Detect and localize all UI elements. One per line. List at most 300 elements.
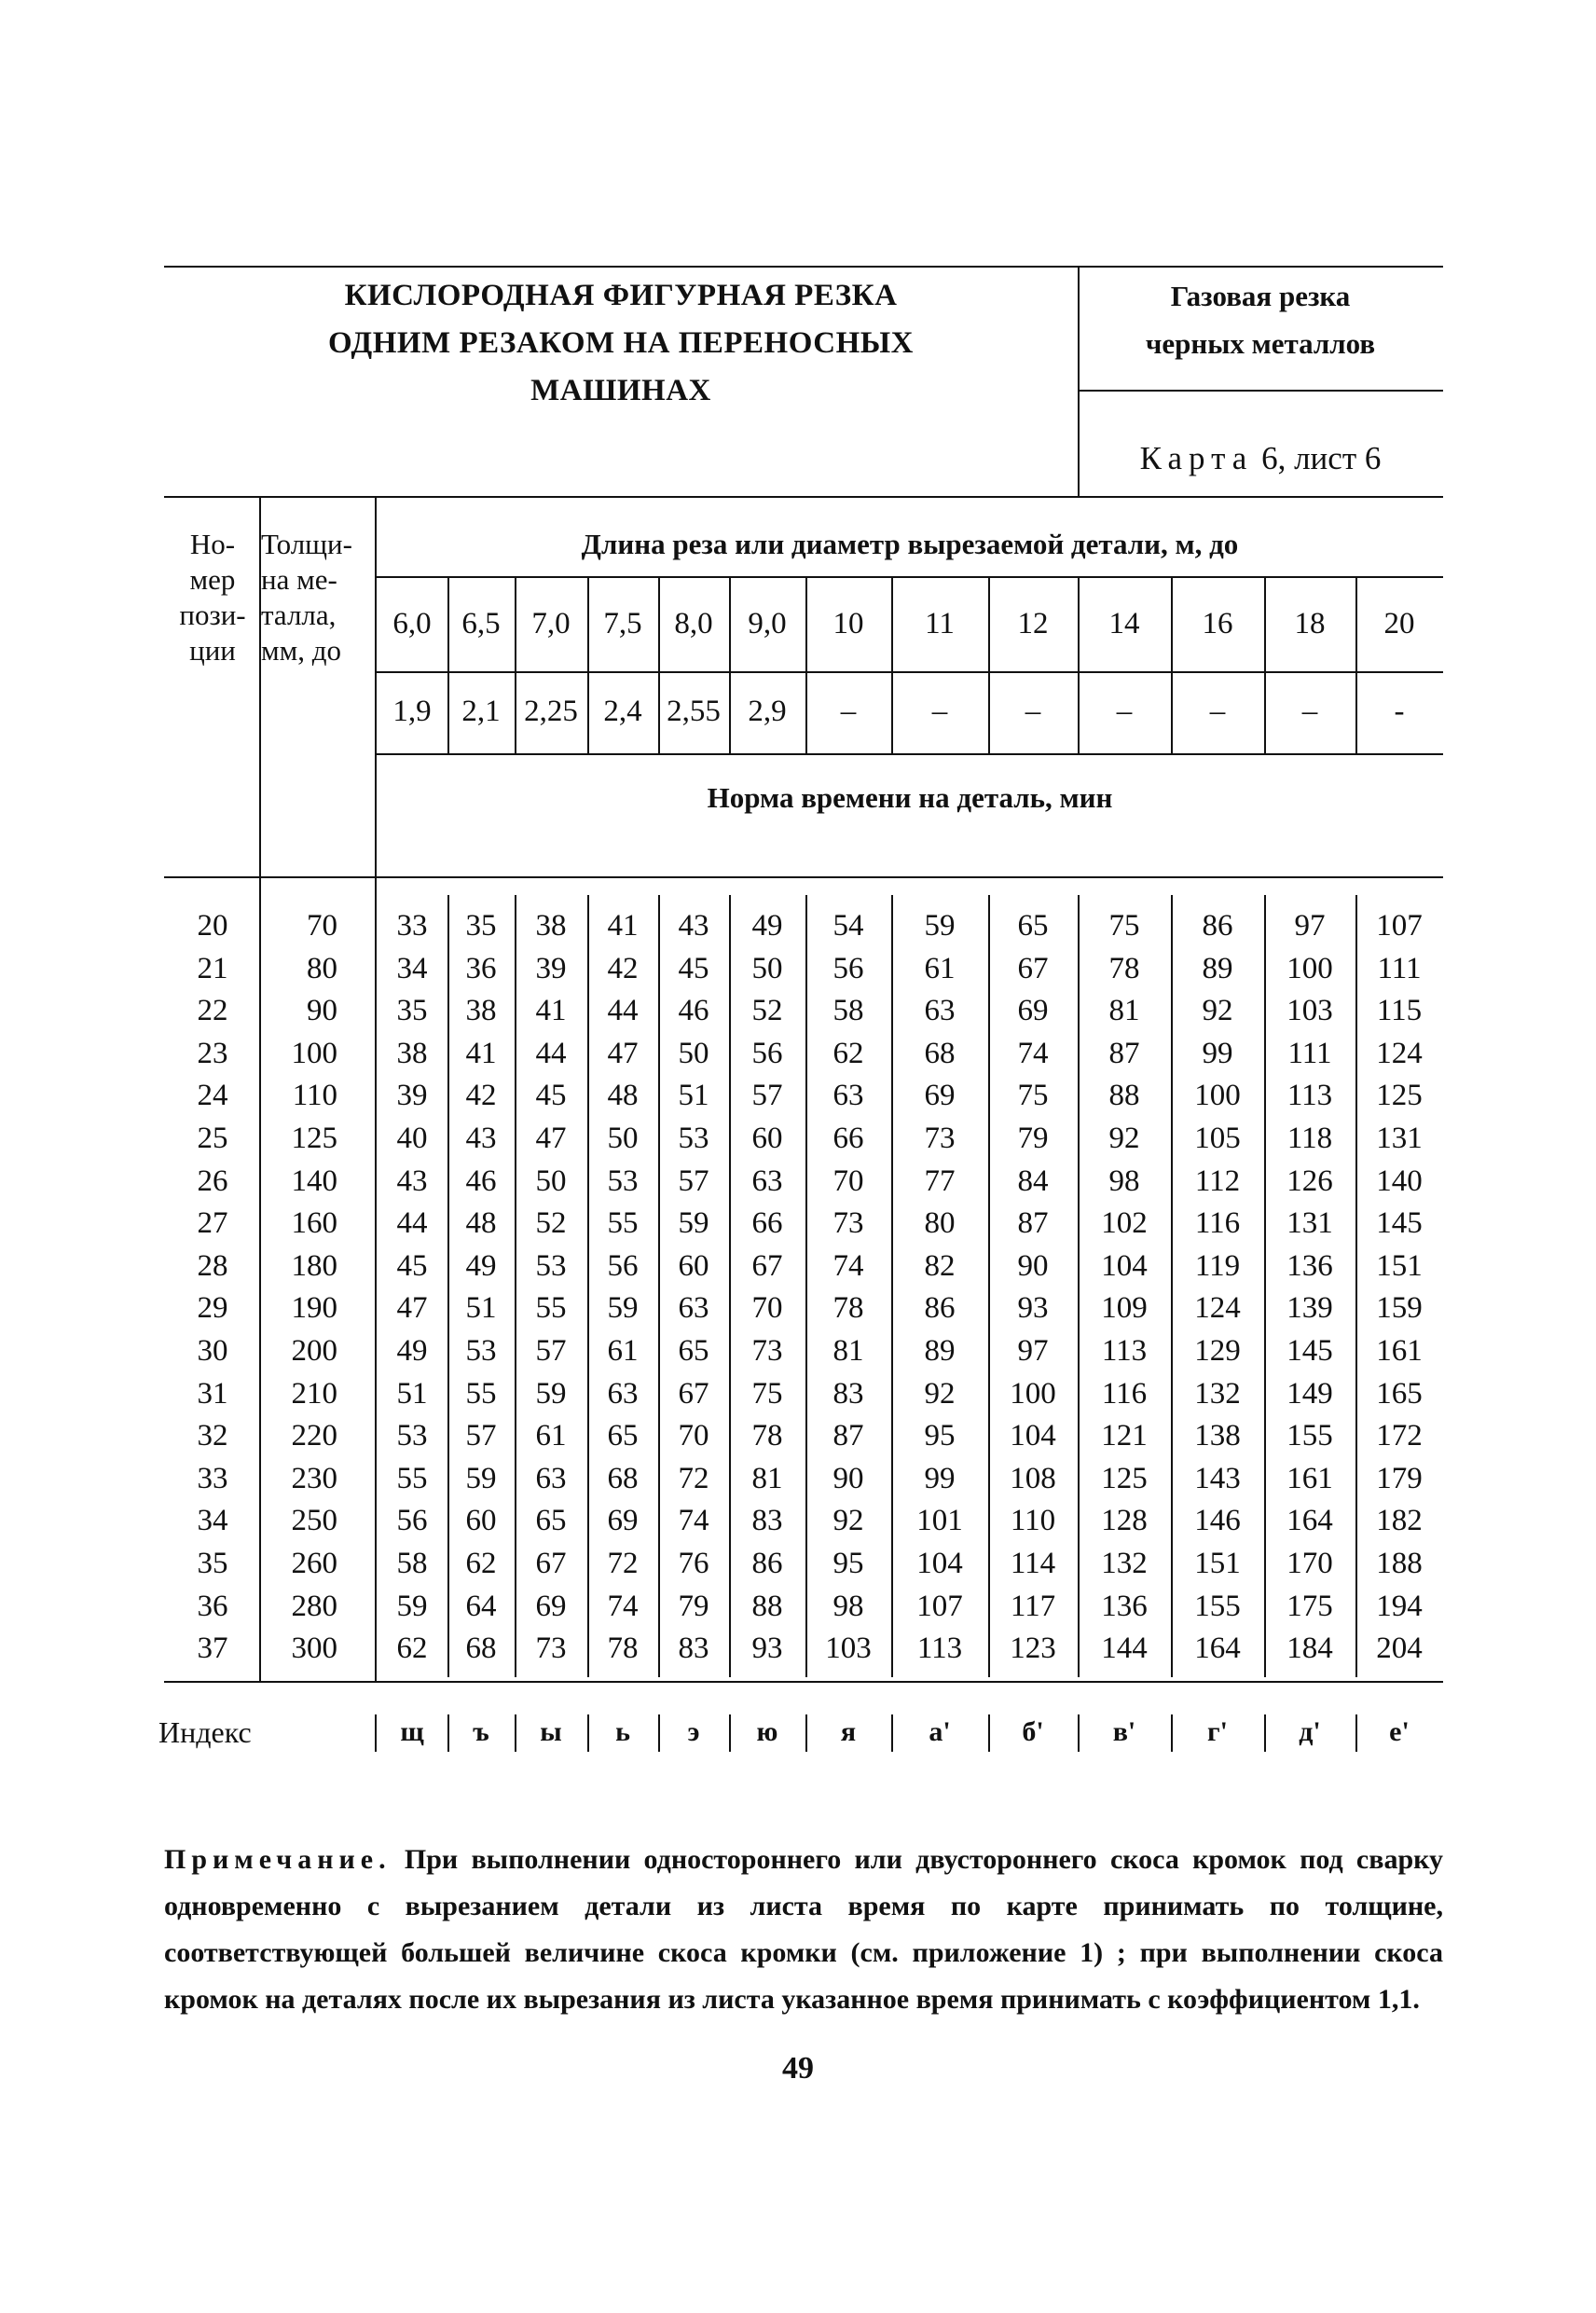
footnote (164, 1837, 1443, 2023)
norm-value: 38 (465, 994, 497, 1028)
norm-value: 107 (916, 1589, 963, 1623)
norm-value: 97 (1294, 909, 1326, 943)
position-number: 29 (197, 1291, 228, 1326)
norm-value: 70 (678, 1419, 709, 1453)
norm-value: 145 (1286, 1334, 1333, 1368)
diameter-value: – (931, 695, 948, 728)
norm-value: 90 (832, 1461, 864, 1495)
position-number: 33 (197, 1461, 228, 1495)
norm-value: 170 (1286, 1547, 1333, 1580)
norm-value: 104 (916, 1547, 963, 1580)
norm-value: 100 (1010, 1376, 1056, 1411)
norm-value: 69 (1017, 994, 1049, 1028)
norm-value: 136 (1101, 1589, 1148, 1623)
norm-value: 70 (751, 1291, 783, 1326)
norm-value: 78 (832, 1291, 864, 1326)
norm-value: 86 (924, 1291, 956, 1326)
norm-value: 68 (465, 1631, 497, 1666)
norm-value: 78 (751, 1419, 783, 1453)
norm-value: 42 (607, 951, 639, 985)
norm-value: 113 (1286, 1079, 1333, 1113)
norm-value: 86 (1202, 909, 1233, 943)
thickness-header-line: талла, (261, 599, 337, 631)
norm-value: 93 (1017, 1291, 1049, 1326)
norm-value: 74 (832, 1248, 864, 1283)
norm-value: 46 (465, 1163, 497, 1198)
length-value: 8,0 (674, 607, 713, 640)
norm-value: 74 (607, 1589, 639, 1623)
norm-value: 84 (1017, 1163, 1049, 1198)
norm-value: 87 (1017, 1206, 1049, 1241)
body-bottom-rule (164, 1681, 1443, 1683)
norm-value: 117 (1010, 1589, 1056, 1623)
norm-value: 72 (607, 1547, 639, 1580)
norm-value: 50 (607, 1122, 639, 1155)
norm-value: 42 (465, 1079, 497, 1113)
header-side-rule (1078, 390, 1443, 392)
index-value: г' (1207, 1715, 1228, 1747)
norm-value: 159 (1376, 1291, 1423, 1326)
norm-value: 188 (1376, 1547, 1423, 1580)
norm-value: 63 (832, 1079, 864, 1113)
norm-value: 43 (396, 1163, 428, 1198)
card-sheet: 6, лист 6 (1261, 440, 1382, 476)
norm-value: 139 (1286, 1291, 1333, 1326)
norm-value: 78 (1108, 951, 1140, 985)
norm-value: 116 (1101, 1376, 1148, 1411)
norm-value: 55 (535, 1291, 567, 1326)
norm-value: 128 (1101, 1504, 1148, 1538)
norm-value: 39 (396, 1079, 428, 1113)
norm-value: 60 (465, 1504, 497, 1538)
norm-value: 69 (607, 1504, 639, 1538)
card-reference (1081, 438, 1439, 479)
norm-value: 51 (678, 1079, 709, 1113)
norm-value: 111 (1377, 951, 1422, 985)
norm-value: 44 (396, 1206, 428, 1241)
norm-value: 87 (1108, 1036, 1140, 1070)
norm-value: 145 (1376, 1206, 1423, 1241)
index-value: ь (615, 1715, 630, 1747)
norm-value: 99 (924, 1461, 956, 1495)
norm-value: 81 (751, 1461, 783, 1495)
diameter-value: 2,1 (461, 695, 501, 728)
section-line-2: черных металлов (1145, 327, 1376, 360)
norm-value: 48 (607, 1079, 639, 1113)
norm-value: 36 (465, 951, 497, 985)
norm-value: 50 (535, 1163, 567, 1198)
norm-value: 55 (465, 1376, 497, 1411)
norm-value: 33 (396, 909, 428, 943)
norm-value: 123 (1010, 1631, 1056, 1666)
norm-value: 67 (535, 1547, 567, 1580)
norm-value: 124 (1194, 1291, 1241, 1326)
norm-value: 204 (1376, 1631, 1423, 1666)
norm-value: 69 (535, 1589, 567, 1623)
position-number: 36 (197, 1589, 228, 1623)
norm-value: 109 (1101, 1291, 1148, 1326)
norm-value: 53 (607, 1163, 639, 1198)
norm-value: 126 (1286, 1163, 1333, 1198)
norm-value: 51 (396, 1376, 428, 1411)
norm-value: 67 (751, 1248, 783, 1283)
position-number: 22 (197, 994, 228, 1028)
diameter-value: – (1116, 695, 1133, 728)
norm-value: 68 (607, 1461, 639, 1495)
norm-value: 114 (1010, 1547, 1056, 1580)
norm-value: 66 (751, 1206, 783, 1241)
section-title (1081, 272, 1439, 367)
norm-value: 99 (1202, 1036, 1233, 1070)
norm-value: 34 (396, 951, 428, 985)
norm-value: 131 (1286, 1206, 1333, 1241)
norm-value: 47 (607, 1036, 639, 1070)
position-number: 27 (197, 1206, 228, 1241)
norm-value: 104 (1101, 1248, 1148, 1283)
norm-value: 105 (1194, 1122, 1241, 1155)
index-value: я (840, 1715, 857, 1747)
norm-value: 62 (465, 1547, 497, 1580)
norm-value: 48 (465, 1206, 497, 1241)
norm-value: 164 (1194, 1631, 1241, 1666)
position-number: 34 (197, 1504, 228, 1538)
length-value: 7,5 (603, 607, 642, 640)
position-number: 25 (197, 1122, 228, 1155)
norm-value: 45 (535, 1079, 567, 1113)
note-text: При выполнении одностороннего или двустороннего скоса кромок под сварку одновременно с вырезанием детали из листа время по карте принимать по толщине, соответствующей большей величине скоса кромки (см. приложение 1) ; при выполнении скоса кромок на деталях после их вырезания из листа указанное время принимать с коэффициентом 1,1. (164, 1844, 1443, 2015)
thickness-value: 230 (291, 1461, 337, 1495)
norm-value: 69 (924, 1079, 956, 1113)
norm-value: 92 (1202, 994, 1233, 1028)
norm-value: 50 (678, 1036, 709, 1070)
norm-value: 132 (1194, 1376, 1241, 1411)
norm-value: 98 (832, 1589, 864, 1623)
title-line-2: ОДНИМ РЕЗАКОМ НА ПЕРЕНОСНЫХ (327, 326, 915, 360)
norm-value: 140 (1376, 1163, 1423, 1198)
norm-value: 35 (465, 909, 497, 943)
norm-value: 92 (924, 1376, 956, 1411)
norm-value: 81 (1108, 994, 1140, 1028)
norm-value: 63 (535, 1461, 567, 1495)
norm-value: 41 (535, 994, 567, 1028)
norm-value: 104 (1010, 1419, 1056, 1453)
norm-value: 35 (396, 994, 428, 1028)
position-number: 37 (197, 1631, 228, 1666)
norm-value: 75 (1108, 909, 1140, 943)
thickness-value: 200 (291, 1334, 337, 1368)
length-value: 16 (1202, 607, 1233, 640)
norm-value: 67 (678, 1376, 709, 1411)
norm-value: 108 (1010, 1461, 1056, 1495)
norm-value: 88 (1108, 1079, 1140, 1113)
norm-value: 44 (607, 994, 639, 1028)
norm-value: 41 (607, 909, 639, 943)
norm-value: 55 (607, 1206, 639, 1241)
length-value: 20 (1383, 607, 1415, 640)
norm-value: 47 (535, 1122, 567, 1155)
position-header-line: ции (189, 634, 236, 667)
norm-value: 88 (751, 1589, 783, 1623)
norm-value: 66 (832, 1122, 864, 1155)
position-number: 26 (197, 1163, 228, 1198)
norm-value: 56 (751, 1036, 783, 1070)
thickness-header-line: мм, до (261, 634, 342, 667)
norm-value: 41 (465, 1036, 497, 1070)
thickness-value: 70 (307, 909, 337, 943)
norm-value: 86 (751, 1547, 783, 1580)
norm-value: 38 (535, 909, 567, 943)
thickness-value: 140 (291, 1163, 337, 1198)
norm-value: 143 (1194, 1461, 1241, 1495)
norm-value: 78 (607, 1631, 639, 1666)
diameter-value: 1,9 (392, 695, 432, 728)
norm-value: 101 (916, 1504, 963, 1538)
position-number: 35 (197, 1547, 228, 1580)
norm-value: 60 (751, 1122, 783, 1155)
norm-value: 83 (832, 1376, 864, 1411)
norm-value: 175 (1286, 1589, 1333, 1623)
position-number: 28 (197, 1248, 228, 1283)
thickness-value: 190 (291, 1291, 337, 1326)
thickness-value: 280 (291, 1589, 337, 1623)
thickness-value: 180 (291, 1248, 337, 1283)
norm-value: 146 (1194, 1504, 1241, 1538)
norm-value: 179 (1376, 1461, 1423, 1495)
diameter-value: – (1025, 695, 1041, 728)
norm-value: 62 (396, 1631, 428, 1666)
norm-value: 124 (1376, 1036, 1423, 1070)
thickness-header-line: на ме- (261, 563, 337, 596)
position-number: 23 (197, 1036, 228, 1070)
norm-value: 144 (1101, 1631, 1148, 1666)
position-header-line: мер (189, 563, 236, 596)
norm-value: 58 (832, 994, 864, 1028)
thickness-value: 110 (292, 1079, 337, 1113)
norm-value: 89 (924, 1334, 956, 1368)
norm-value: 67 (1017, 951, 1049, 985)
title-line-1: КИСЛОРОДНАЯ ФИГУРНАЯ РЕЗКА (344, 279, 898, 312)
norm-value: 149 (1286, 1376, 1333, 1411)
diameter-value: – (1301, 695, 1318, 728)
norm-value: 46 (678, 994, 709, 1028)
norm-value: 116 (1194, 1206, 1241, 1241)
diameter-value: – (840, 695, 857, 728)
length-value: 11 (925, 607, 955, 640)
norm-value: 62 (832, 1036, 864, 1070)
norm-value: 65 (535, 1504, 567, 1538)
norm-value: 45 (678, 951, 709, 985)
norm-value: 73 (535, 1631, 567, 1666)
norm-value: 55 (396, 1461, 428, 1495)
thickness-value: 90 (307, 994, 337, 1028)
norm-value: 151 (1376, 1248, 1423, 1283)
length-row-rule (377, 576, 1443, 578)
thickness-column-header (261, 527, 375, 668)
index-value: в' (1112, 1715, 1136, 1747)
norm-value: 61 (607, 1334, 639, 1368)
norm-value: 43 (465, 1122, 497, 1155)
norm-value: 49 (751, 909, 783, 943)
norm-value: 53 (535, 1248, 567, 1283)
norm-value: 53 (678, 1122, 709, 1155)
norm-value: 112 (1194, 1163, 1241, 1198)
length-value: 12 (1017, 607, 1049, 640)
norm-value: 90 (1017, 1248, 1049, 1283)
norm-value: 56 (607, 1248, 639, 1283)
norm-value: 76 (678, 1547, 709, 1580)
index-label: Индекс (158, 1714, 252, 1749)
norm-value: 172 (1376, 1419, 1423, 1453)
norm-value: 53 (396, 1419, 428, 1453)
index-value: ы (540, 1715, 562, 1747)
norm-value: 43 (678, 909, 709, 943)
norm-value: 107 (1376, 909, 1423, 943)
norm-value: 151 (1194, 1547, 1241, 1580)
diameter-value: 2,55 (667, 695, 721, 728)
position-column-header (166, 527, 259, 668)
norm-value: 98 (1108, 1163, 1140, 1198)
norm-value: 63 (924, 994, 956, 1028)
norm-value: 110 (1010, 1504, 1056, 1538)
norm-value: 59 (607, 1291, 639, 1326)
norm-value: 82 (924, 1248, 956, 1283)
length-value: 14 (1108, 607, 1140, 640)
norm-value: 57 (678, 1163, 709, 1198)
thickness-header-line: Толщи- (261, 528, 352, 560)
norm-value: 184 (1286, 1631, 1333, 1666)
norm-value: 80 (924, 1206, 956, 1241)
norm-value: 58 (396, 1547, 428, 1580)
norm-value: 75 (751, 1376, 783, 1411)
norm-value: 103 (825, 1631, 872, 1666)
norm-value: 79 (678, 1589, 709, 1623)
norm-value: 44 (535, 1036, 567, 1070)
header-divider (1078, 266, 1080, 496)
position-number: 21 (197, 951, 228, 985)
diameter-value: 2,25 (524, 695, 578, 728)
norm-value: 59 (924, 909, 956, 943)
norm-value: 102 (1101, 1206, 1148, 1241)
position-header-line: пози- (179, 599, 246, 631)
index-value: ъ (473, 1715, 489, 1747)
title-line-3: МАШИНАХ (530, 374, 711, 407)
norm-value: 56 (832, 951, 864, 985)
norm-value: 89 (1202, 951, 1233, 985)
thickness-value: 300 (291, 1631, 337, 1666)
thickness-value: 220 (291, 1419, 337, 1453)
position-number: 24 (197, 1079, 228, 1113)
norm-value: 45 (396, 1248, 428, 1283)
length-group-header: Длина реза или диаметр вырезаемой детали, м, до (581, 528, 1239, 560)
norm-value: 57 (535, 1334, 567, 1368)
norm-value: 65 (678, 1334, 709, 1368)
position-number: 30 (197, 1334, 228, 1368)
diameter-value: 2,9 (748, 695, 787, 728)
norm-value: 92 (832, 1504, 864, 1538)
norm-value: 53 (465, 1334, 497, 1368)
index-value: а' (929, 1715, 951, 1747)
norm-value: 129 (1194, 1334, 1241, 1368)
norm-value: 79 (1017, 1122, 1049, 1155)
index-value: б' (1022, 1715, 1044, 1747)
norm-value: 95 (924, 1419, 956, 1453)
thickness-value: 100 (291, 1036, 337, 1070)
index-value: е' (1389, 1715, 1410, 1747)
norm-value: 100 (1194, 1079, 1241, 1113)
position-number: 20 (197, 909, 228, 943)
header-section-rule (377, 753, 1443, 755)
norm-value: 73 (924, 1122, 956, 1155)
norm-value: 57 (465, 1419, 497, 1453)
header-top-rule (164, 266, 1443, 268)
norm-value: 118 (1286, 1122, 1333, 1155)
norm-value: 125 (1376, 1079, 1423, 1113)
norm-header: Норма времени на деталь, мин (707, 781, 1113, 814)
position-header-line: Но- (189, 528, 236, 560)
norm-value: 61 (924, 951, 956, 985)
norm-value: 136 (1286, 1248, 1333, 1283)
header-bottom-rule (164, 496, 1443, 498)
norm-value: 155 (1286, 1419, 1333, 1453)
norm-value: 194 (1376, 1589, 1423, 1623)
norm-value: 113 (1101, 1334, 1148, 1368)
norm-value: 125 (1101, 1461, 1148, 1495)
norm-value: 49 (396, 1334, 428, 1368)
norm-value: 59 (396, 1589, 428, 1623)
norm-value: 63 (607, 1376, 639, 1411)
thickness-value: 80 (307, 951, 337, 985)
norm-value: 64 (465, 1589, 497, 1623)
norm-value: 72 (678, 1461, 709, 1495)
norm-value: 111 (1287, 1036, 1332, 1070)
norm-value: 92 (1108, 1122, 1140, 1155)
norm-value: 113 (916, 1631, 963, 1666)
diameter-value: – (1209, 695, 1226, 728)
norm-value: 119 (1194, 1248, 1241, 1283)
norm-value: 59 (465, 1461, 497, 1495)
norm-value: 121 (1101, 1419, 1148, 1453)
norm-value: 38 (396, 1036, 428, 1070)
diameter-value: - (1394, 695, 1405, 728)
norm-value: 57 (751, 1079, 783, 1113)
index-value: ю (756, 1715, 778, 1747)
norm-value: 155 (1194, 1589, 1241, 1623)
index-value: э (687, 1715, 700, 1747)
norm-value: 73 (751, 1334, 783, 1368)
norm-value: 74 (678, 1504, 709, 1538)
norm-value: 52 (751, 994, 783, 1028)
thickness-value: 210 (291, 1376, 337, 1411)
body-top-rule (164, 876, 1443, 878)
length-value: 6,5 (461, 607, 501, 640)
page-number: 49 (782, 2051, 814, 2086)
thickness-value: 260 (291, 1547, 337, 1580)
norm-value: 161 (1286, 1461, 1333, 1495)
position-number: 32 (197, 1419, 228, 1453)
index-value: д' (1299, 1715, 1321, 1747)
norm-value: 77 (924, 1163, 956, 1198)
norm-value: 68 (924, 1036, 956, 1070)
norm-value: 97 (1017, 1334, 1049, 1368)
norm-value: 95 (832, 1547, 864, 1580)
norm-value: 74 (1017, 1036, 1049, 1070)
thickness-value: 160 (291, 1206, 337, 1241)
length-value: 9,0 (748, 607, 787, 640)
norm-value: 50 (751, 951, 783, 985)
norm-value: 83 (751, 1504, 783, 1538)
note-label: Примечание. (164, 1844, 392, 1875)
norm-value: 70 (832, 1163, 864, 1198)
